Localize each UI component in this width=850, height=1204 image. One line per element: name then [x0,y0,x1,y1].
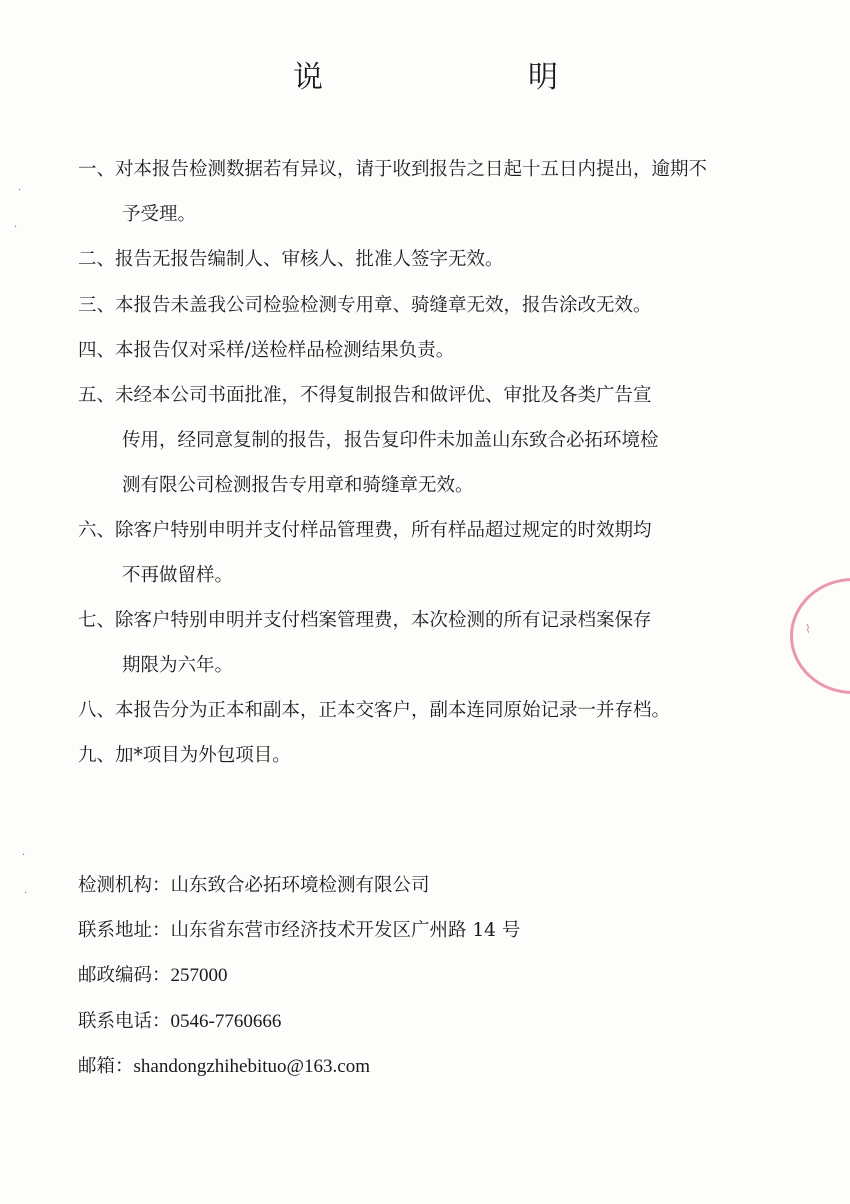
item-number: 二、 [78,249,116,270]
list-item-1 [78,148,707,192]
item-text: 未经本公司书面批准，不得复制报告和做评优、审批及各类广告宣 [115,385,652,406]
item-number: 五、 [78,385,116,406]
item-number: 九、 [78,745,116,766]
item-text: 加*项目为外包项目。 [115,745,291,766]
item-text: 本报告未盖我公司检验检测专用章、骑缝章无效，报告涂改无效。 [115,295,652,316]
postcode-value: 257000 [170,965,228,986]
seal-inner-mark: ⌇ [805,622,811,636]
phone-value: 0546-7760666 [170,1011,282,1032]
contact-postcode [78,954,228,998]
contact-email [78,1045,370,1089]
title-char-2: 明 [528,60,558,95]
item-continuation: 不再做留样。 [122,565,234,586]
email-label: 邮箱： [78,1056,134,1077]
scan-speck: · [24,888,28,899]
item-continuation: 期限为六年。 [122,655,234,676]
contact-phone [78,1000,281,1044]
item-number: 一、 [78,159,116,180]
list-item-4 [78,329,454,373]
item-number: 七、 [78,610,116,631]
address-label: 联系地址： [78,920,171,941]
address-value: 山东省东营市经济技术开发区广州路 14 号 [170,920,521,941]
item-text: 本报告分为正本和副本，正本交客户，副本连同原始记录一并存档。 [115,700,671,721]
list-item-5 [78,374,652,418]
list-item-6 [78,509,652,553]
org-value: 山东致合必拓环境检测有限公司 [170,875,430,896]
seal-stamp-fragment [790,578,850,694]
item-continuation: 传用，经同意复制的报告，报告复印件未加盖山东致合必拓环境检 [122,430,659,451]
scan-speck: · [22,850,26,861]
org-label: 检测机构： [78,875,171,896]
item-number: 八、 [78,700,116,721]
list-item-2 [78,238,504,282]
item-number: 三、 [78,295,116,316]
item-text: 本报告仅对采样/送检样品检测结果负责。 [115,340,455,361]
item-text: 除客户特别申明并支付档案管理费，本次检测的所有记录档案保存 [115,610,652,631]
title-char-1: 说 [293,60,323,95]
contact-organization [78,864,430,908]
list-item-8 [78,689,670,733]
scan-speck: · [14,222,18,233]
item-text: 对本报告检测数据若有异议，请于收到报告之日起十五日内提出，逾期不 [115,159,708,180]
phone-label: 联系电话： [78,1011,171,1032]
list-item-3 [78,284,652,328]
item-continuation: 予受理。 [122,204,197,225]
item-text: 除客户特别申明并支付样品管理费，所有样品超过规定的时效期均 [115,520,652,541]
list-item-9 [78,734,291,778]
contact-address [78,909,520,953]
item-number: 四、 [78,340,116,361]
item-number: 六、 [78,520,116,541]
scan-speck: · [18,185,22,196]
page-title [0,58,850,98]
email-value: shandongzhihebituo@163.com [133,1056,371,1077]
postcode-label: 邮政编码： [78,965,171,986]
list-item-7 [78,599,652,643]
item-continuation: 测有限公司检测报告专用章和骑缝章无效。 [122,475,474,496]
item-text: 报告无报告编制人、审核人、批准人签字无效。 [115,249,504,270]
